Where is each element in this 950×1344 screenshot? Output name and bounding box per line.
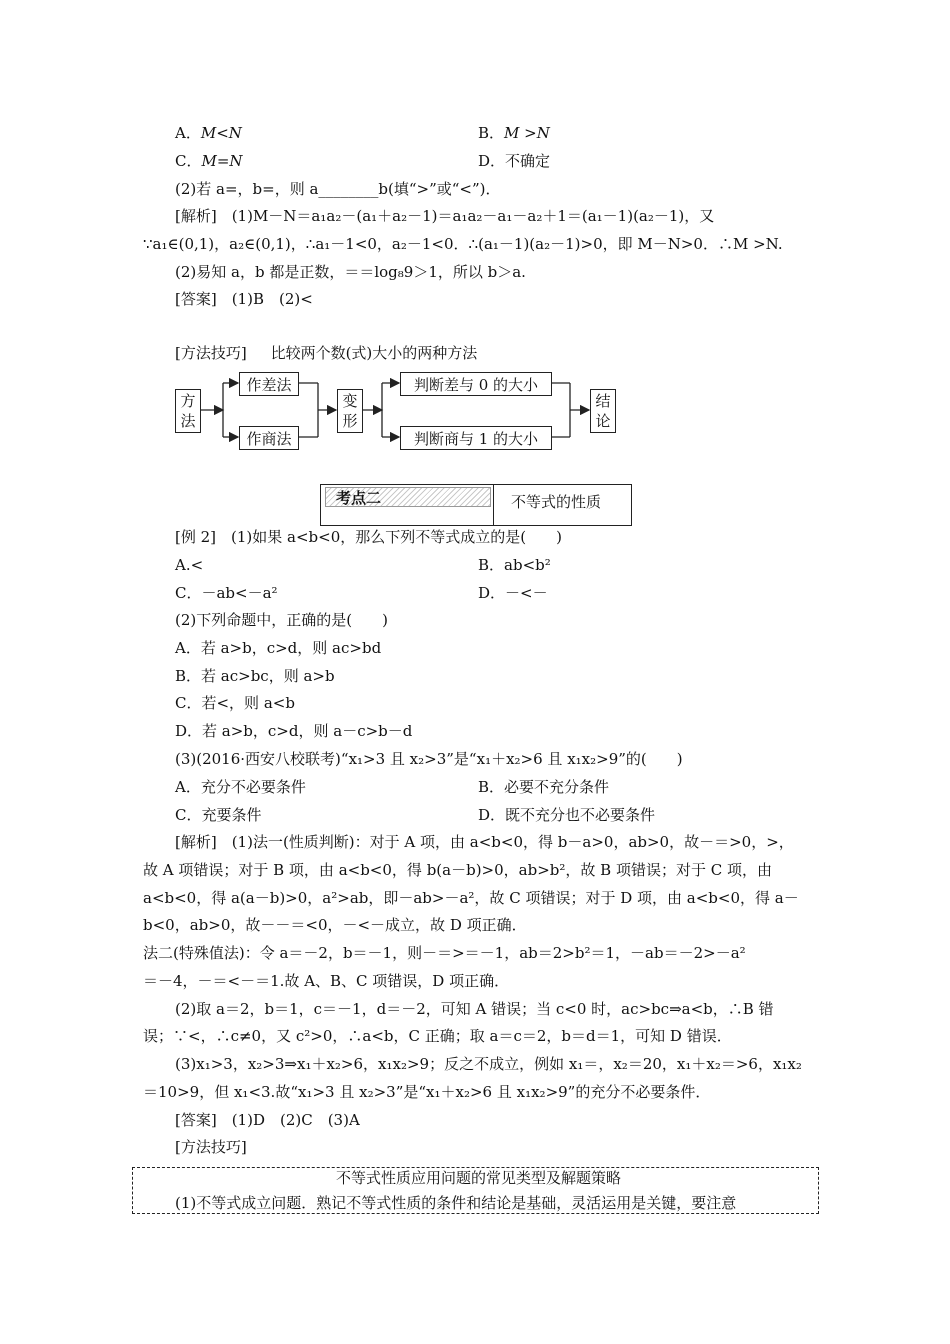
kaodian-label: 考点二 <box>325 487 491 507</box>
option-a <box>175 123 242 143</box>
option-label: C． <box>175 152 202 170</box>
example-2-option-c: C．－ab<－a² <box>175 584 278 602</box>
method-tip-heading <box>175 343 477 363</box>
option-text: 不确定 <box>505 152 551 170</box>
example-2-q3-option-d: D．既不充分也不必要条件 <box>478 806 656 824</box>
analysis-2-line-6: ＝－4，－＝<－＝1.故 A、B、C 项错误，D 项正确． <box>143 972 510 990</box>
flow-char: 法 <box>180 412 196 430</box>
analysis-1-line-3: (2)易知 a，b 都是正数，＝＝log₈9＞1，所以 b＞a. <box>175 263 526 281</box>
flow-char: 论 <box>595 412 611 430</box>
method-label: [方法技巧] <box>175 344 247 362</box>
example-2-stem: [例 2] (1)如果 a<b<0，那么下列不等式成立的是( ) <box>175 528 562 546</box>
flow-char: 结 <box>595 392 611 410</box>
flow-box-difference: 作差法 <box>239 372 299 396</box>
example-2-q3-option-a: A．充分不必要条件 <box>175 778 306 796</box>
analysis-2-line-7: (2)取 a＝2，b＝1，c＝－1，d＝－2，可知 A 错误；当 c<0 时，ac>bc⇒a<b，∴B 错 <box>175 1000 774 1018</box>
analysis-2-line-4: b<0，ab>0，故－－＝<0，－<－成立，故 D 项正确． <box>143 916 527 934</box>
example-2-option-b: B．ab<b² <box>478 556 551 574</box>
analysis-2-line-3: a<b<0，得 a(a－b)>0，a²>ab，即－ab>－a²，故 C 项错误；对于 D 项，由 a<b<0，得 a－ <box>143 889 799 907</box>
kaodian-header <box>320 484 632 526</box>
option-label: D． <box>478 152 506 170</box>
option-c <box>175 151 243 171</box>
analysis-1-line-1: [解析] (1)M－N＝a₁a₂－(a₁＋a₂－1)＝a₁a₂－a₁－a₂＋1＝(a₁－1)(a₂－1)，又 <box>175 207 715 225</box>
example-2-q3: (3)(2016·西安八校联考)“x₁>3 且 x₂>3”是“x₁＋x₂>6 且 x₁x₂>9”的( ) <box>175 750 683 768</box>
analysis-2-line-9: (3)x₁>3，x₂>3⇒x₁＋x₂>6，x₁x₂>9；反之不成立，例如 x₁＝，x₂＝20，x₁＋x₂＝>6，x₁x₂ <box>175 1055 802 1073</box>
example-2-q2-option-a: A．若 a>b，c>d，则 ac>bd <box>175 639 382 657</box>
flow-char: 方 <box>180 392 196 410</box>
example-2-option-d: D．－<－ <box>478 584 548 602</box>
example-2-q3-option-c: C．充要条件 <box>175 806 262 824</box>
flow-char: 形 <box>342 412 358 430</box>
analysis-1-line-2: ∵a₁∈(0,1)，a₂∈(0,1)，∴a₁－1<0，a₂－1<0．∴(a₁－1)(a₂－1)>0，即 M－N>0．∴M >N. <box>143 235 783 253</box>
example-2-option-a: A.< <box>175 556 204 574</box>
option-b <box>478 123 550 143</box>
kaodian-divider <box>493 485 494 525</box>
answer-1: [答案] (1)B (2)< <box>175 290 313 308</box>
option-text: M<N <box>200 124 242 142</box>
analysis-2-line-1: [解析] (1)法一(性质判断)：对于 A 项，由 a<b<0，得 b－a>0，ab>0，故－＝>0，>， <box>175 833 794 851</box>
flow-box-quotient: 作商法 <box>239 426 299 450</box>
flowchart-connectors <box>170 365 630 455</box>
example-2-q2-option-d: D．若 a>b，c>d，则 a－c>b－d <box>175 722 413 740</box>
analysis-2-line-5: 法二(特殊值法)：令 a＝－2，b＝－1，则－＝>＝－1，ab＝2>b²＝1，－ab＝－2>－a² <box>143 944 746 962</box>
method-tip-2-label: [方法技巧] <box>175 1138 247 1156</box>
analysis-2-line-2: 故 A 项错误；对于 B 项，由 a<b<0，得 b(a－b)>0，ab>b²，故 B 项错误；对于 C 项，由 <box>143 861 772 879</box>
answer-2: [答案] (1)D (2)C (3)A <box>175 1111 360 1129</box>
example-2-q2-option-b: B．若 ac>bc，则 a>b <box>175 667 335 685</box>
example-2-q2-option-c: C．若<，则 a<b <box>175 694 295 712</box>
example-2-q3-option-b: B．必要不充分条件 <box>478 778 610 796</box>
analysis-2-line-8: 误；∵<，∴c≠0，又 c²>0，∴a<b，C 正确；取 a＝c＝2，b＝d＝1，可知 D 错误． <box>143 1027 732 1045</box>
option-text: M >N <box>504 124 550 142</box>
strategy-box-title: 不等式性质应用问题的常见类型及解题策略 <box>336 1169 622 1187</box>
option-label: A． <box>175 124 201 142</box>
kaodian-title: 不等式的性质 <box>511 493 602 511</box>
example-2-q2: (2)下列命题中，正确的是( ) <box>175 611 388 629</box>
strategy-box-line-1: (1)不等式成立问题．熟记不等式性质的条件和结论是基础，灵活运用是关键，要注意 <box>175 1194 737 1212</box>
analysis-2-line-10: ＝10>9，但 x₁<3.故“x₁>3 且 x₂>3”是“x₁＋x₂>6 且 x₁x₂>9”的充分不必要条件． <box>143 1083 711 1101</box>
question-2-fill-blank: (2)若 a=，b=，则 a________b(填“>”或“<”)． <box>175 180 501 198</box>
option-text: M=N <box>201 152 243 170</box>
option-d <box>478 151 550 171</box>
option-label: B． <box>478 124 505 142</box>
flow-box-judge-quotient: 判断商与 1 的大小 <box>400 426 552 450</box>
method-title: 比较两个数(式)大小的两种方法 <box>270 344 478 362</box>
flow-char: 变 <box>342 392 358 410</box>
flow-box-judge-difference: 判断差与 0 的大小 <box>400 372 552 396</box>
